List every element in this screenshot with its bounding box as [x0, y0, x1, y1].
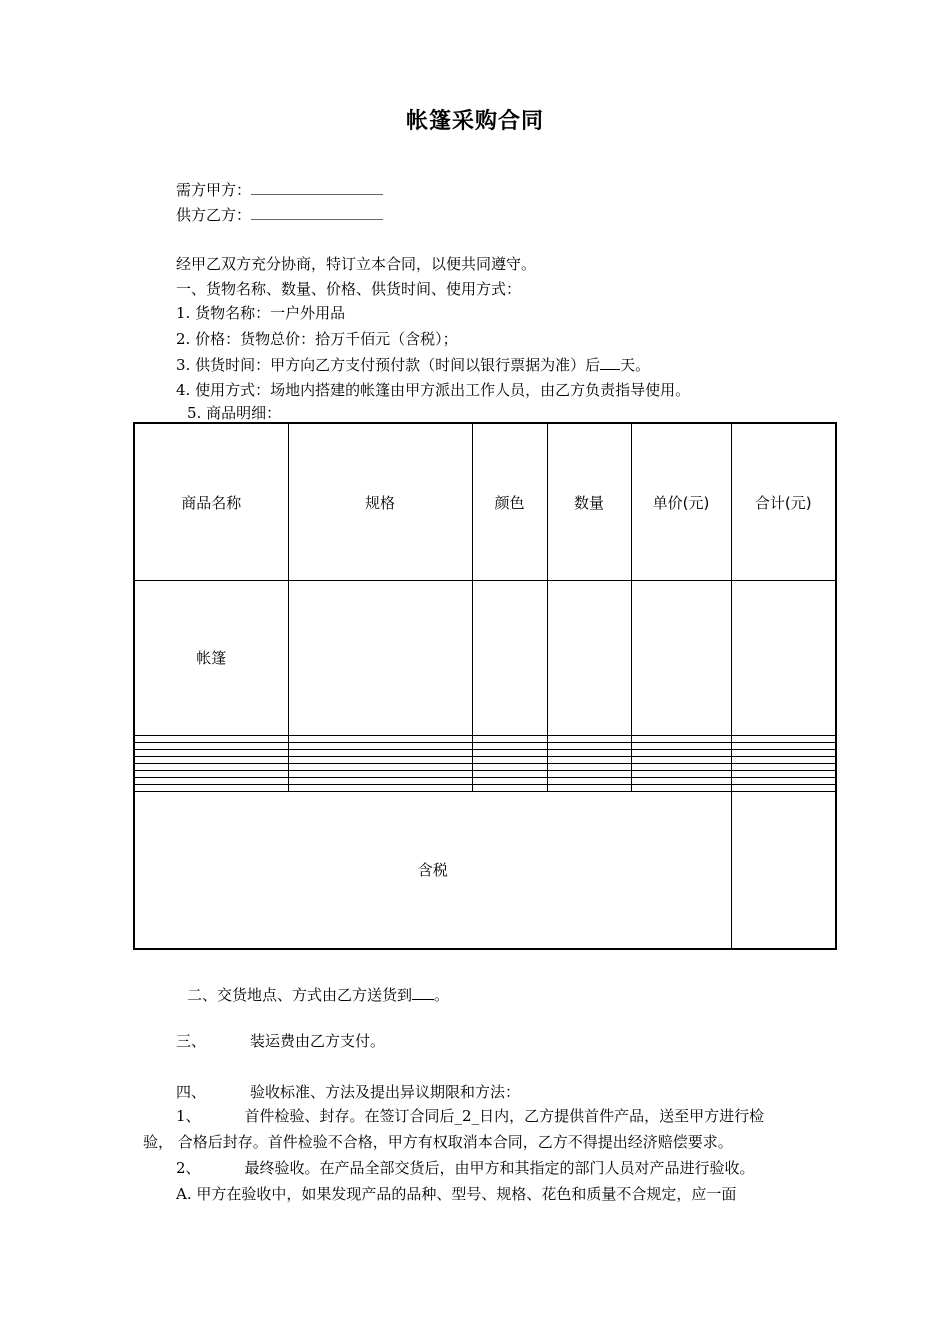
table-cell[interactable]: [288, 770, 472, 777]
table-row: [134, 784, 836, 791]
table-cell[interactable]: [288, 735, 472, 742]
table-cell[interactable]: [631, 735, 731, 742]
section4-item2-num: 2、: [176, 1159, 201, 1177]
section1-item3-suffix: 天。: [620, 356, 651, 374]
supplier-blank: [251, 205, 383, 220]
delivery-location-blank: [412, 985, 434, 1000]
supplier-label: 供方乙方：: [176, 206, 252, 224]
goods-table: [133, 422, 837, 950]
section4-heading: 验收标准、方法及提出异议期限和方法：: [250, 1083, 521, 1101]
table-cell[interactable]: [472, 770, 547, 777]
table-row: [134, 763, 836, 770]
section3-num: 三、: [176, 1032, 207, 1050]
table-cell[interactable]: [547, 756, 631, 763]
table-cell[interactable]: [631, 749, 731, 756]
buyer-label: 需方甲方：: [176, 181, 252, 199]
table-cell[interactable]: [134, 784, 288, 791]
section4-item1-num: 1、: [176, 1107, 201, 1125]
table-cell[interactable]: [547, 763, 631, 770]
table-row: [134, 777, 836, 784]
header-spec: 规格: [288, 423, 472, 581]
table-cell[interactable]: [134, 756, 288, 763]
table-cell[interactable]: [731, 742, 836, 749]
table-cell[interactable]: [134, 749, 288, 756]
section4-item1-line2: 验， 合格后封存。首件检验不合格，甲方有权取消本合同，乙方不得提出经济赔偿要求。: [143, 1133, 733, 1151]
header-quantity: 数量: [547, 423, 631, 581]
section1-heading: 一、货物名称、数量、价格、供货时间、使用方式：: [176, 280, 522, 298]
table-cell[interactable]: [731, 735, 836, 742]
tax-included-label: 含税: [134, 791, 731, 949]
table-cell[interactable]: [134, 770, 288, 777]
section4-item1-line1: [176, 1105, 764, 1126]
table-cell[interactable]: [731, 770, 836, 777]
table-cell[interactable]: [472, 756, 547, 763]
header-total: 合计(元): [731, 423, 836, 581]
header-product-name: 商品名称: [134, 423, 288, 581]
buyer-line: [176, 179, 383, 200]
grand-total-cell[interactable]: [731, 791, 836, 949]
header-unit-price: 单价(元): [631, 423, 731, 581]
table-cell[interactable]: [288, 749, 472, 756]
table-cell[interactable]: [547, 735, 631, 742]
section3-line: [176, 1030, 385, 1051]
table-cell[interactable]: [472, 777, 547, 784]
table-cell[interactable]: [631, 777, 731, 784]
section4-itemA: A. 甲方在验收中，如果发现产品的品种、型号、规格、花色和质量不合规定，应一面: [176, 1185, 737, 1203]
table-cell[interactable]: [731, 749, 836, 756]
table-cell[interactable]: [288, 784, 472, 791]
section2-text: [187, 984, 449, 1005]
table-cell[interactable]: [731, 784, 836, 791]
table-cell[interactable]: [472, 763, 547, 770]
table-cell[interactable]: [731, 763, 836, 770]
table-row: [134, 742, 836, 749]
table-row: [134, 749, 836, 756]
table-cell[interactable]: [631, 742, 731, 749]
table-cell[interactable]: [472, 742, 547, 749]
table-cell[interactable]: [731, 581, 836, 735]
table-cell[interactable]: [547, 777, 631, 784]
section1-item1: 1. 货物名称：一户外用品: [176, 304, 346, 322]
section2-prefix: 二、交货地点、方式由乙方送货到: [187, 986, 413, 1004]
section3-text: 装运费由乙方支付。: [250, 1032, 386, 1050]
table-cell[interactable]: 帐篷: [134, 581, 288, 735]
document-title: 帐篷采购合同: [405, 108, 544, 134]
table-cell[interactable]: [288, 742, 472, 749]
table-cell[interactable]: [631, 763, 731, 770]
table-row: [134, 756, 836, 763]
table-cell[interactable]: [547, 749, 631, 756]
header-color: 颜色: [472, 423, 547, 581]
section1-item2: 2. 价格：货物总价：拾万千佰元（含税）；: [176, 330, 458, 348]
table-cell[interactable]: [472, 749, 547, 756]
table-cell[interactable]: [288, 756, 472, 763]
table-cell[interactable]: [631, 784, 731, 791]
table-header-row: [134, 423, 836, 581]
table-cell[interactable]: [731, 756, 836, 763]
section1-item3-prefix: 3. 供货时间：甲方向乙方支付预付款（时间以银行票据为准）后: [176, 356, 601, 374]
table-cell[interactable]: [134, 742, 288, 749]
table-cell[interactable]: [547, 784, 631, 791]
table-cell[interactable]: [472, 784, 547, 791]
table-row: [134, 581, 836, 735]
table-row: [134, 770, 836, 777]
table-cell[interactable]: [288, 763, 472, 770]
section2-suffix: 。: [434, 986, 450, 1004]
table-cell[interactable]: [288, 581, 472, 735]
table-cell[interactable]: [731, 777, 836, 784]
table-footer-row: [134, 791, 836, 949]
section4-heading-line: [176, 1081, 520, 1102]
section1-item5: 5. 商品明细：: [187, 404, 282, 422]
section4-item1-text: 首件检验、封存。在签订合同后_2_日内，乙方提供首件产品，送至甲方进行检: [244, 1107, 765, 1125]
table-cell[interactable]: [134, 777, 288, 784]
table-cell[interactable]: [631, 581, 731, 735]
table-cell[interactable]: [631, 756, 731, 763]
table-cell[interactable]: [134, 763, 288, 770]
buyer-blank: [251, 180, 383, 195]
table-cell[interactable]: [547, 770, 631, 777]
table-cell[interactable]: [547, 581, 631, 735]
intro-text: 经甲乙双方充分协商，特订立本合同，以便共同遵守。: [176, 255, 537, 273]
section4-num: 四、: [176, 1083, 207, 1101]
table-cell[interactable]: [631, 770, 731, 777]
table-cell[interactable]: [472, 735, 547, 742]
table-cell[interactable]: [288, 777, 472, 784]
table-cell[interactable]: [472, 581, 547, 735]
table-cell[interactable]: [134, 735, 288, 742]
supplier-line: [176, 204, 383, 225]
section4-item2-text: 最终验收。在产品全部交货后，由甲方和其指定的部门人员对产品进行验收。: [244, 1159, 755, 1177]
section4-item2-line: [176, 1157, 755, 1178]
section1-item4: 4. 使用方式：场地内搭建的帐篷由甲方派出工作人员，由乙方负责指导使用。: [176, 381, 691, 399]
table-cell[interactable]: [547, 742, 631, 749]
table-row: [134, 735, 836, 742]
days-blank: [600, 355, 620, 370]
section1-item3: [176, 354, 650, 375]
